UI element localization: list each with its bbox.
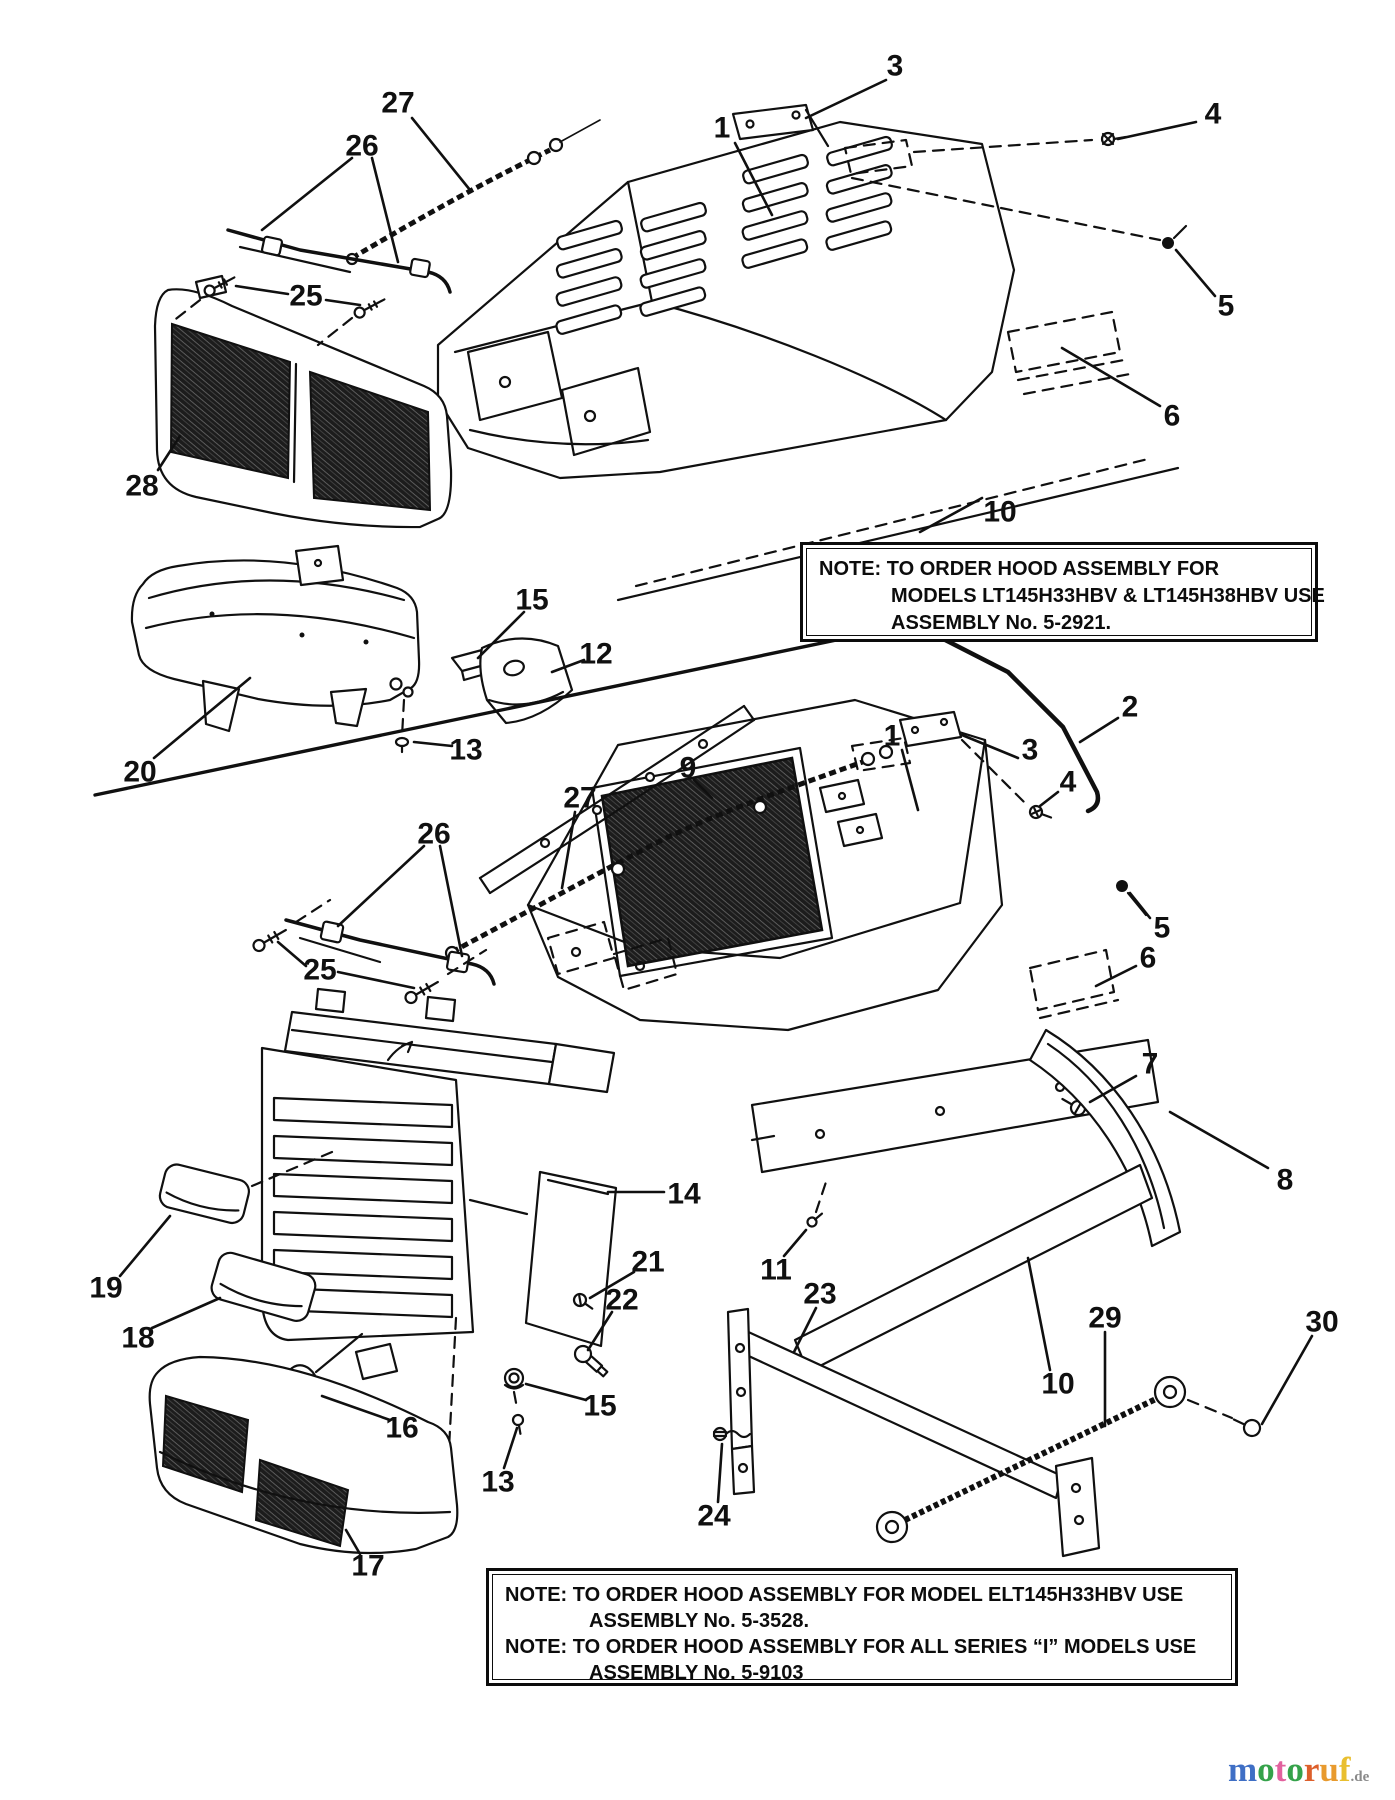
callout-leader-19: [120, 1216, 170, 1276]
callout-27: 27: [563, 781, 597, 815]
callout-15: 15: [583, 1389, 617, 1423]
callout-leader-8: [1170, 1112, 1268, 1168]
callout-17: 17: [351, 1549, 385, 1583]
note-box-hood-assembly-elt145: [486, 1568, 1238, 1686]
callout-2: 2: [1121, 690, 1139, 724]
callout-leader-25: [338, 972, 414, 988]
callout-15: 15: [515, 583, 549, 617]
callout-leader-25: [236, 286, 288, 294]
motoruf-watermark: [1228, 1750, 1369, 1794]
callout-14: 14: [667, 1177, 701, 1211]
hood-part-1: [438, 122, 1014, 478]
callout-leader-4: [1040, 792, 1058, 806]
callout-leader-25: [278, 942, 306, 966]
note-box-inner: [492, 1574, 1232, 1684]
bumper-part-20: [132, 546, 419, 731]
callout-23: 23: [803, 1277, 837, 1311]
callout-6: 6: [1139, 941, 1157, 975]
note-box-inner: [806, 548, 1325, 636]
callout-leader-10: [1028, 1258, 1050, 1370]
callout-9: 9: [679, 751, 697, 785]
note-line: NOTE: TO ORDER HOOD ASSEMBLY FOR: [819, 558, 1220, 580]
callout-11: 11: [760, 1253, 792, 1287]
watermark-letter: o: [1257, 1750, 1275, 1789]
rod-part-26: [228, 230, 450, 292]
note-line: NOTE: TO ORDER HOOD ASSEMBLY FOR MODEL ELT145H33HBV USE: [505, 1584, 1184, 1606]
note-line: ASSEMBLY No. 5-9103: [589, 1662, 804, 1684]
callout-1: 1: [883, 719, 901, 753]
watermark-suffix: .de: [1350, 1769, 1370, 1785]
hood-part-1-lower: [528, 700, 1002, 1030]
callout-29: 29: [1088, 1301, 1122, 1335]
callout-leader-26: [262, 158, 352, 230]
grille-part-28: [155, 276, 451, 527]
callout-10: 10: [1041, 1367, 1075, 1401]
note-line: ASSEMBLY No. 5-3528.: [589, 1610, 810, 1632]
callout-20: 20: [123, 755, 157, 789]
callout-21: 21: [631, 1245, 665, 1279]
callout-3: 3: [1021, 733, 1039, 767]
grille-bar-part-17: [150, 1344, 458, 1553]
note-line: MODELS LT145H33HBV & LT145H38HBV USE: [891, 585, 1325, 607]
callout-1: 1: [713, 111, 731, 145]
upper-exploded-view: [132, 105, 1186, 752]
callout-leader-5: [1176, 250, 1215, 296]
callout-leader-4: [1118, 122, 1196, 139]
nut-part-5-lower: [1116, 880, 1146, 915]
tie-rod-part-29: [877, 1377, 1185, 1542]
callout-leader-6: [1096, 966, 1136, 986]
callout-leader-25: [326, 300, 360, 305]
note-line: ASSEMBLY No. 5-2921.: [891, 612, 1112, 634]
callout-leader-11: [784, 1230, 806, 1256]
callout-leader-3: [806, 80, 886, 118]
callout-26: 26: [345, 129, 379, 163]
callout-24: 24: [697, 1499, 731, 1533]
screw-part-11: [806, 1176, 828, 1228]
callout-leader-13: [414, 742, 452, 746]
callout-leader-2: [1080, 718, 1118, 742]
callout-13: 13: [481, 1465, 515, 1499]
callout-26: 26: [417, 817, 451, 851]
nut-part-15-lower: [505, 1369, 523, 1389]
screw-part-4-lower: [1028, 804, 1053, 823]
callout-leader-26: [440, 846, 462, 956]
callout-leader-13: [504, 1428, 517, 1468]
callout-3: 3: [886, 49, 904, 83]
callout-4: 4: [1059, 765, 1077, 799]
callout-19: 19: [89, 1271, 123, 1305]
trim-part-19: [157, 1162, 251, 1225]
callout-10: 10: [983, 495, 1017, 529]
callout-leader-10: [920, 498, 982, 532]
watermark-letter: u: [1319, 1750, 1339, 1789]
callout-leader-24: [718, 1444, 722, 1502]
callout-13: 13: [449, 733, 483, 767]
callout-leader-6: [1062, 348, 1160, 406]
callout-4: 4: [1204, 97, 1222, 131]
callout-leader-20: [154, 678, 250, 758]
callout-30: 30: [1305, 1305, 1339, 1339]
callout-leader-5: [1130, 893, 1150, 918]
watermark-letter: t: [1274, 1750, 1287, 1789]
callout-leader-30: [1262, 1336, 1312, 1424]
callout-18: 18: [121, 1321, 155, 1355]
callout-7: 7: [1141, 1047, 1159, 1081]
callout-leader-26: [338, 846, 424, 926]
callout-12: 12: [579, 637, 613, 671]
callout-5: 5: [1217, 289, 1235, 323]
panel-part-10-lower: [795, 1165, 1152, 1372]
callout-8: 8: [1276, 1163, 1294, 1197]
callout-22: 22: [605, 1283, 639, 1317]
callout-28: 28: [125, 469, 159, 503]
decal-recess-part-6-lower: [1030, 950, 1118, 1018]
bolt-part-22: [572, 1343, 611, 1380]
watermark-letter: f: [1338, 1750, 1351, 1789]
callout-25: 25: [289, 279, 323, 313]
callout-27: 27: [381, 86, 415, 120]
lower-exploded-view: [150, 582, 1263, 1556]
callout-leader-18: [152, 1298, 220, 1328]
callout-5: 5: [1153, 911, 1171, 945]
watermark-letter: r: [1303, 1750, 1320, 1789]
watermark-letter: m: [1228, 1750, 1258, 1789]
watermark-word: [1228, 1750, 1350, 1789]
screw-part-30: [1188, 1400, 1263, 1439]
callout-6: 6: [1163, 399, 1181, 433]
callout-16: 16: [385, 1411, 419, 1445]
callout-leader-15: [526, 1384, 586, 1400]
note-box-hood-assembly-lt145: [800, 542, 1325, 642]
note-line: NOTE: TO ORDER HOOD ASSEMBLY FOR ALL SERIES “I” MODELS USE: [505, 1636, 1197, 1658]
callout-leader-27: [412, 118, 470, 190]
screw-part-13-lower: [512, 1392, 525, 1435]
callout-25: 25: [303, 953, 337, 987]
watermark-letter: o: [1286, 1750, 1304, 1789]
